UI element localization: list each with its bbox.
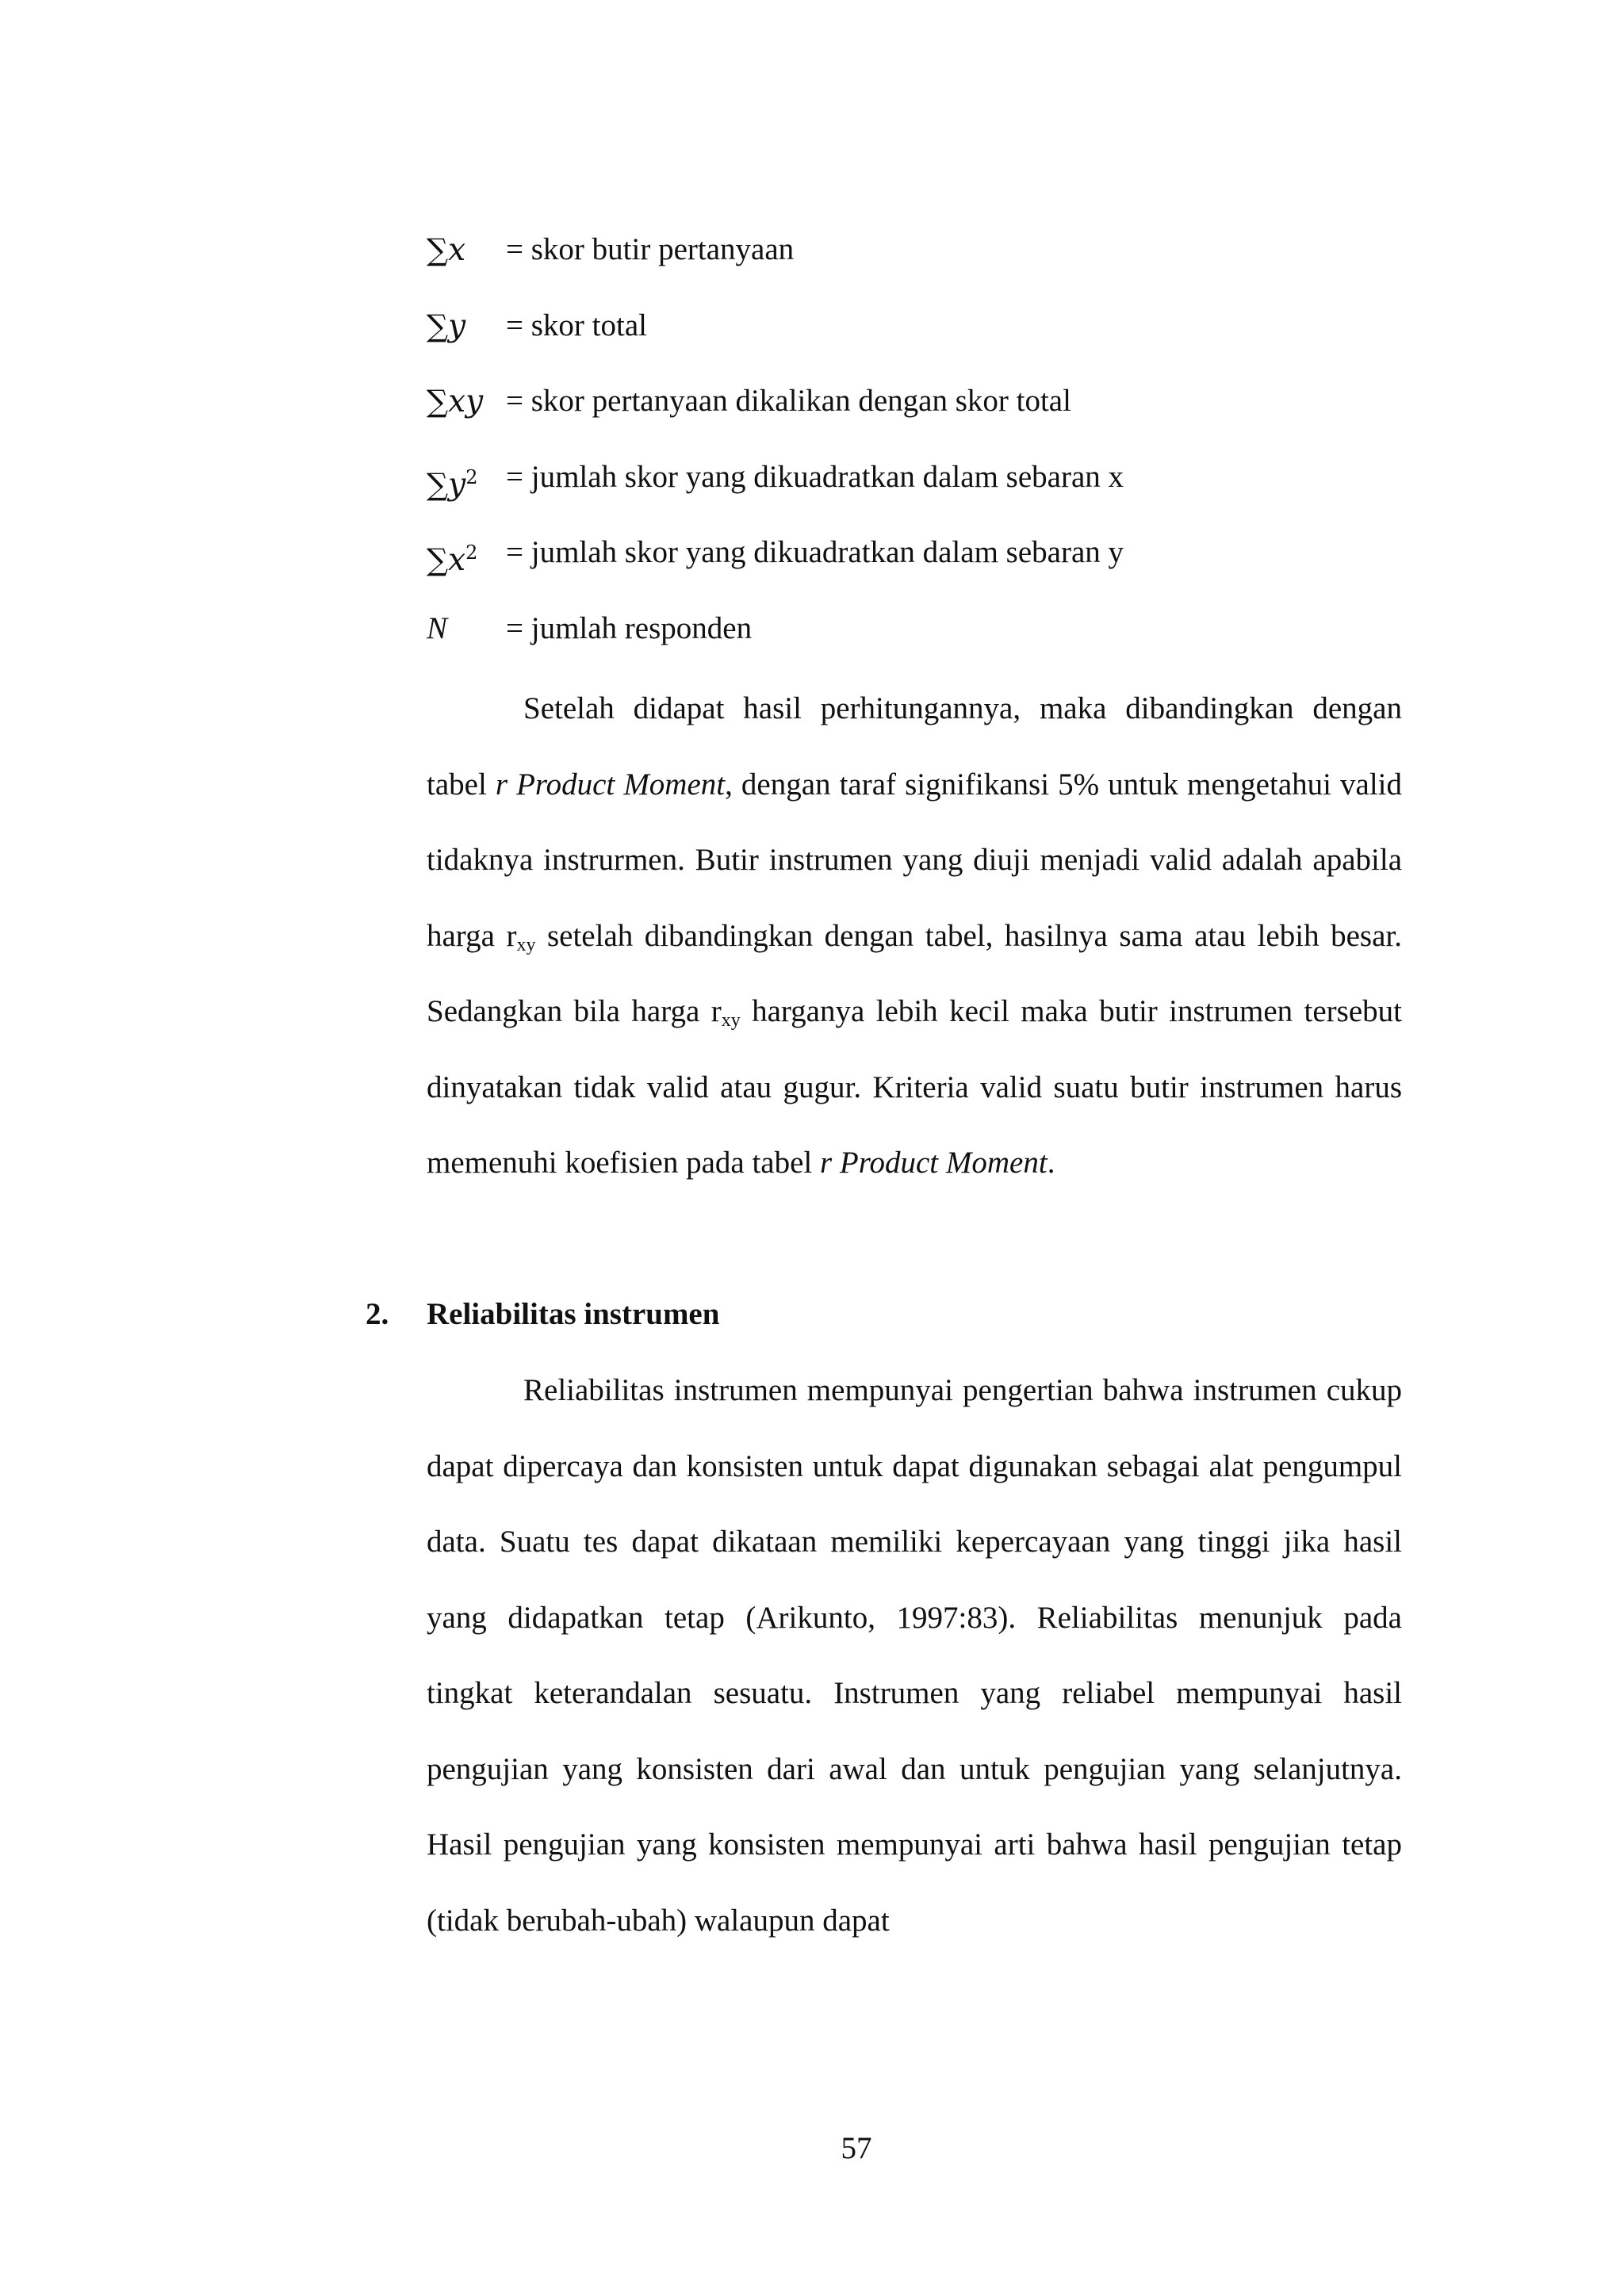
symbol-sum-x-squared: $\sum x^2$: [427, 541, 478, 578]
symbol-n: N: [427, 610, 448, 645]
symbol-sum-y: ∑y: [427, 308, 466, 344]
definition-text: = skor total: [506, 308, 647, 342]
section-title: Reliabilitas instrumen: [427, 1297, 720, 1331]
definition-sum-y: [427, 302, 1402, 378]
definition-text: = skor pertanyaan dikalikan dengan skor total: [506, 384, 1071, 418]
definition-text: = jumlah skor yang dikuadratkan dalam sebaran y: [506, 535, 1124, 569]
definition-text: = jumlah responden: [506, 610, 753, 645]
paragraph-reliability: Reliabilitas instrumen mempunyai pengertian bahwa instrumen cukup dapat dipercaya dan konsisten untuk dapat digunakan sebagai alat pengumpul data. Suatu tes dapat dikataan memiliki kepercayaan yang tinggi jika hasil yang didapatkan tetap (Arikunto, 1997:83). Reliabilitas menunjuk pada tingkat keterandalan sesuatu. Instrumen yang reliabel mempunyai hasil pengujian yang konsisten dari awal dan untuk pengujian yang selanjutnya. Hasil pengujian yang konsisten mempunyai arti bahwa hasil pengujian tetap (tidak berubah-ubah) walaupun dapat: [427, 1373, 1402, 1938]
definition-sum-xy: [427, 377, 1402, 453]
section-heading: [366, 1276, 719, 1353]
paragraph-validity-comparison: Setelah didapat hasil perhitungannya, maka dibandingkan dengan tabel r Product Moment, dengan taraf signifikansi 5% untuk mengetahui valid tidaknya instrurmen. Butir instrumen yang diuji menjadi valid adalah apabila harga $r_{xy}$ setelah dibandingkan dengan tabel, hasilnya sama atau lebih besar. Sedangkan bila harga $r_{xy}$ harganya lebih kecil maka butir instrumen tersebut dinyatakan tidak valid atau gugur. Kriteria valid suatu butir instrumen harus memenuhi koefisien pada tabel r Product Moment.: [427, 691, 1402, 1180]
page-number: 57: [841, 2131, 872, 2165]
definition-text: = skor butir pertanyaan: [506, 232, 795, 266]
definition-sum-x-squared: [427, 529, 1402, 605]
symbol-sum-xy: ∑xy: [427, 384, 484, 419]
symbol-sum-x: ∑x: [427, 232, 466, 268]
section-number: 2.: [366, 1297, 389, 1331]
definition-n: [427, 605, 1402, 681]
symbol-sum-y-squared: $\sum y^2$: [427, 465, 478, 503]
definition-text: = jumlah skor yang dikuadratkan dalam sebaran x: [506, 459, 1124, 494]
definition-sum-y-squared: [427, 453, 1402, 530]
definition-sum-x: [427, 226, 1402, 302]
variable-definitions: [427, 226, 1402, 680]
